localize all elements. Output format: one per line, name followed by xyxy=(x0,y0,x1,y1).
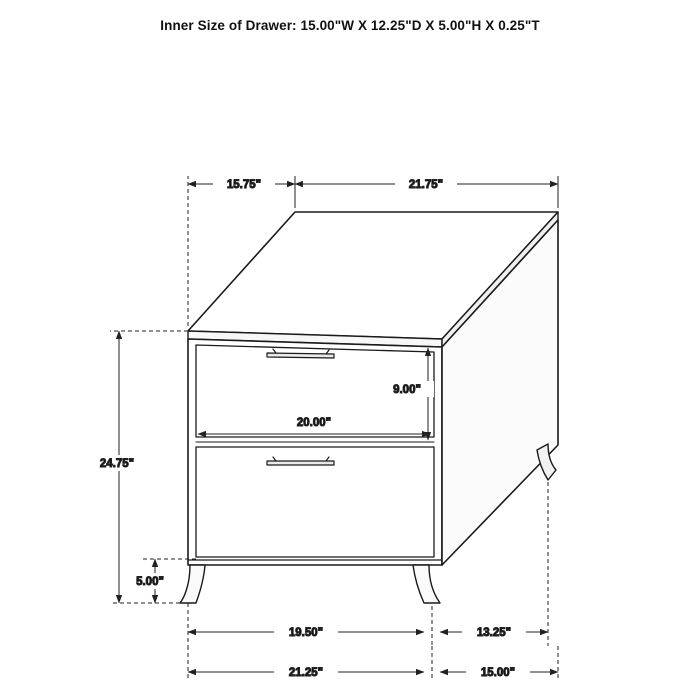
dim-label-bottom-total-right: 15.00" xyxy=(480,667,516,679)
dim-label-drawer-width: 20.00" xyxy=(296,417,332,429)
dim-label-bottom-total-left: 21.25" xyxy=(288,667,324,679)
nightstand-body xyxy=(180,212,558,603)
dim-label-top-left: 15.75" xyxy=(226,179,262,191)
dim-label-bottom-side: 13.25" xyxy=(476,627,512,639)
dim-label-leg-height: 5.00" xyxy=(136,576,164,588)
leg-front-left xyxy=(180,565,205,603)
leg-front-right xyxy=(413,565,440,603)
dim-label-drawer-height: 9.00" xyxy=(393,384,421,396)
dim-label-top-right: 21.75" xyxy=(408,179,444,191)
dim-label-bottom-front: 19.50" xyxy=(288,627,324,639)
dim-label-overall-height: 24.75" xyxy=(99,458,135,470)
page-title: Inner Size of Drawer: 15.00"W X 12.25"D X 5.00"H X 0.25"T xyxy=(160,18,540,33)
